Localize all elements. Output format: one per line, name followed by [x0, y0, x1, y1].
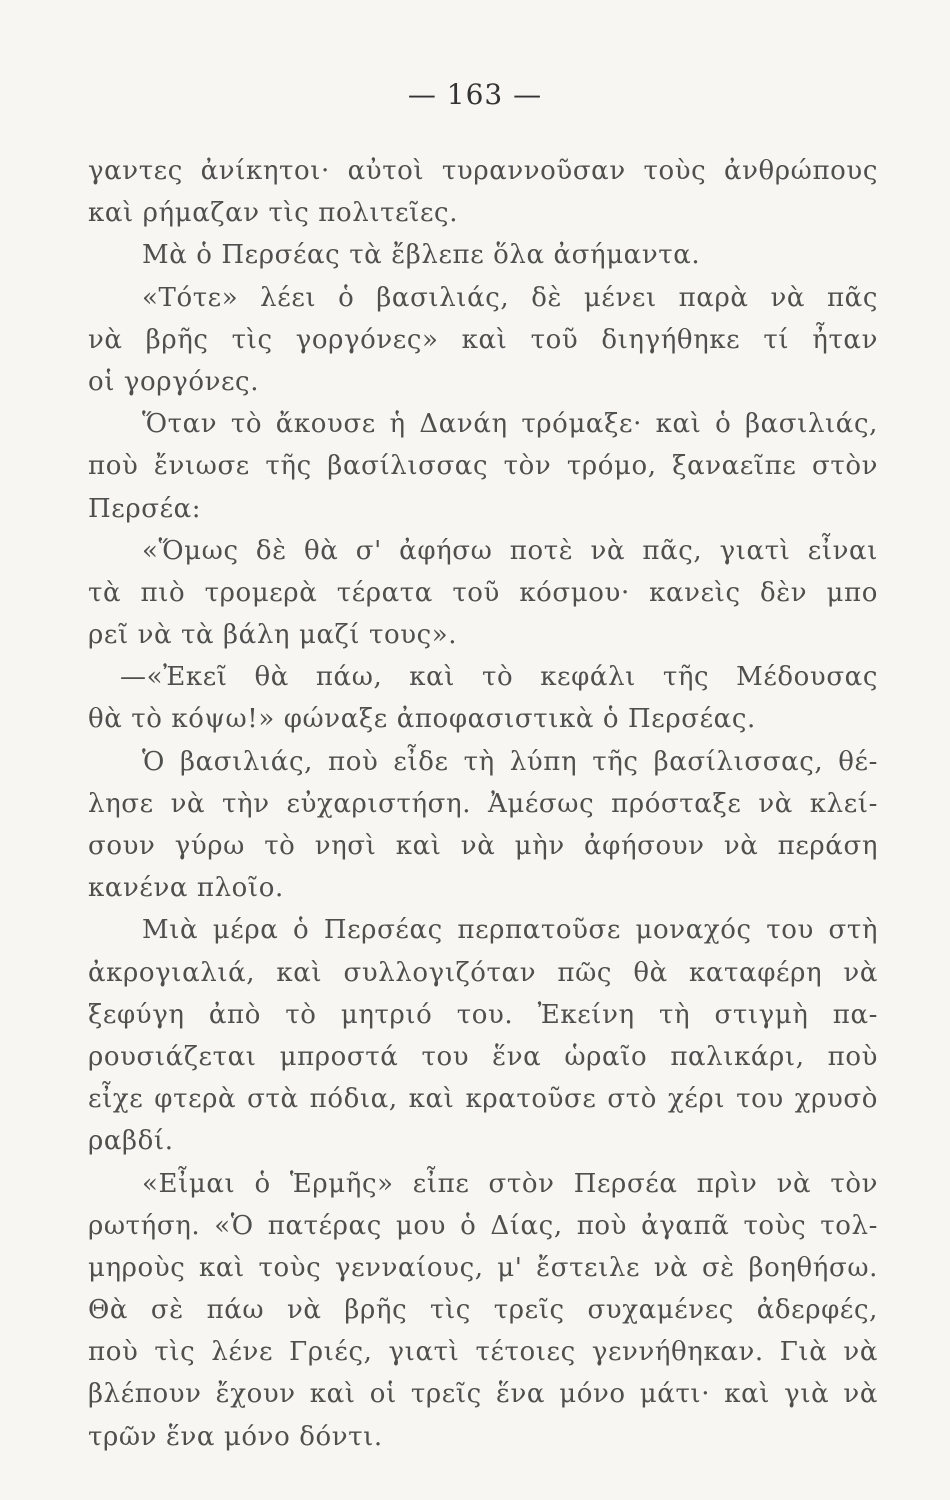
- text-line: ξεφύγη ἀπὸ τὸ μητριό του. Ἐκείνη τὴ στιγμὴ πα-: [88, 999, 878, 1030]
- text-line: —«Ἐκεῖ θὰ πάω, καὶ τὸ κεφάλι τῆς Μέδουσας: [120, 662, 878, 693]
- text-line: Ὅταν τὸ ἄκουσε ἡ Δανάη τρόμαξε· καὶ ὁ βασιλιάς,: [142, 409, 878, 440]
- text-line: εἶχε φτερὰ στὰ πόδια, καὶ κρατοῦσε στὸ χέρι του χρυσὸ: [88, 1084, 878, 1115]
- text-line: ρουσιάζεται μπροστά του ἕνα ὡραῖο παλικάρι, ποὺ: [88, 1041, 878, 1072]
- text-line: λησε νὰ τὴν εὐχαριστήση. Ἀμέσως πρόσταξε νὰ κλεί-: [88, 788, 878, 819]
- text-line: Θὰ σὲ πάω νὰ βρῆς τὶς τρεῖς συχαμένες ἀδερφές,: [88, 1295, 878, 1326]
- text-line: ραβδί.: [88, 1126, 174, 1157]
- text-line: Μιὰ μέρα ὁ Περσέας περπατοῦσε μοναχός του στὴ: [142, 915, 878, 946]
- text-line: ποὺ τὶς λένε Γριές, γιατὶ τέτοιες γεννήθηκαν. Γιὰ νὰ: [88, 1337, 878, 1368]
- body-text: [88, 150, 878, 1458]
- text-line: «Τότε» λέει ὁ βασιλιάς, δὲ μένει παρὰ νὰ πᾶς: [142, 282, 878, 313]
- text-line: θὰ τὸ κόψω!» φώναξε ἀποφασιστικὰ ὁ Περσέας.: [88, 704, 756, 735]
- text-line: σουν γύρω τὸ νησὶ καὶ νὰ μὴν ἀφήσουν νὰ περάση: [88, 831, 878, 861]
- text-line: Μὰ ὁ Περσέας τὰ ἔβλεπε ὅλα ἀσήμαντα.: [142, 240, 701, 271]
- text-line: βλέπουν ἔχουν καὶ οἱ τρεῖς ἕνα μόνο μάτι· καὶ γιὰ νὰ: [88, 1379, 878, 1410]
- text-line: μηροὺς καὶ τοὺς γενναίους, μ' ἔστειλε νὰ σὲ βοηθήσω.: [88, 1252, 878, 1283]
- text-line: τρῶν ἕνα μόνο δόντι.: [88, 1421, 383, 1452]
- page-number: — 163 —: [407, 78, 543, 111]
- text-line: οἱ γοργόνες.: [88, 366, 260, 397]
- text-line: ρεῖ νὰ τὰ βάλη μαζί τους».: [88, 620, 458, 651]
- text-line: Ὁ βασιλιάς, ποὺ εἶδε τὴ λύπη τῆς βασίλισσας, θέ-: [142, 746, 878, 777]
- text-line: ἀκρογιαλιά, καὶ συλλογιζόταν πῶς θὰ καταφέρη νὰ: [88, 957, 878, 988]
- text-line: «Ὅμως δὲ θὰ σ' ἀφήσω ποτὲ νὰ πᾶς, γιατὶ εἶναι: [142, 535, 878, 566]
- text-line: Περσέα:: [88, 493, 202, 524]
- text-line: τὰ πιὸ τρομερὰ τέρατα τοῦ κόσμου· κανεὶς δὲν μπο: [88, 577, 878, 608]
- text-line: γαντες ἀνίκητοι· αὐτοὶ τυραννοῦσαν τοὺς ἀνθρώπους: [88, 156, 878, 186]
- text-line: κανένα πλοῖο.: [88, 873, 284, 904]
- text-line: ποὺ ἔνιωσε τῆς βασίλισσας τὸν τρόμο, ξαναεῖπε στὸν: [88, 451, 878, 482]
- text-line: νὰ βρῆς τὶς γοργόνες» καὶ τοῦ διηγήθηκε τί ἦταν: [88, 324, 878, 355]
- text-line: ρωτήση. «Ὁ πατέρας μου ὁ Δίας, ποὺ ἀγαπᾶ τοὺς τολ-: [88, 1210, 878, 1241]
- text-line: «Εἶμαι ὁ Ἑρμῆς» εἶπε στὸν Περσέα πρὶν νὰ τὸν: [142, 1168, 878, 1199]
- text-line: καὶ ρήμαζαν τὶς πολιτεῖες.: [88, 198, 459, 229]
